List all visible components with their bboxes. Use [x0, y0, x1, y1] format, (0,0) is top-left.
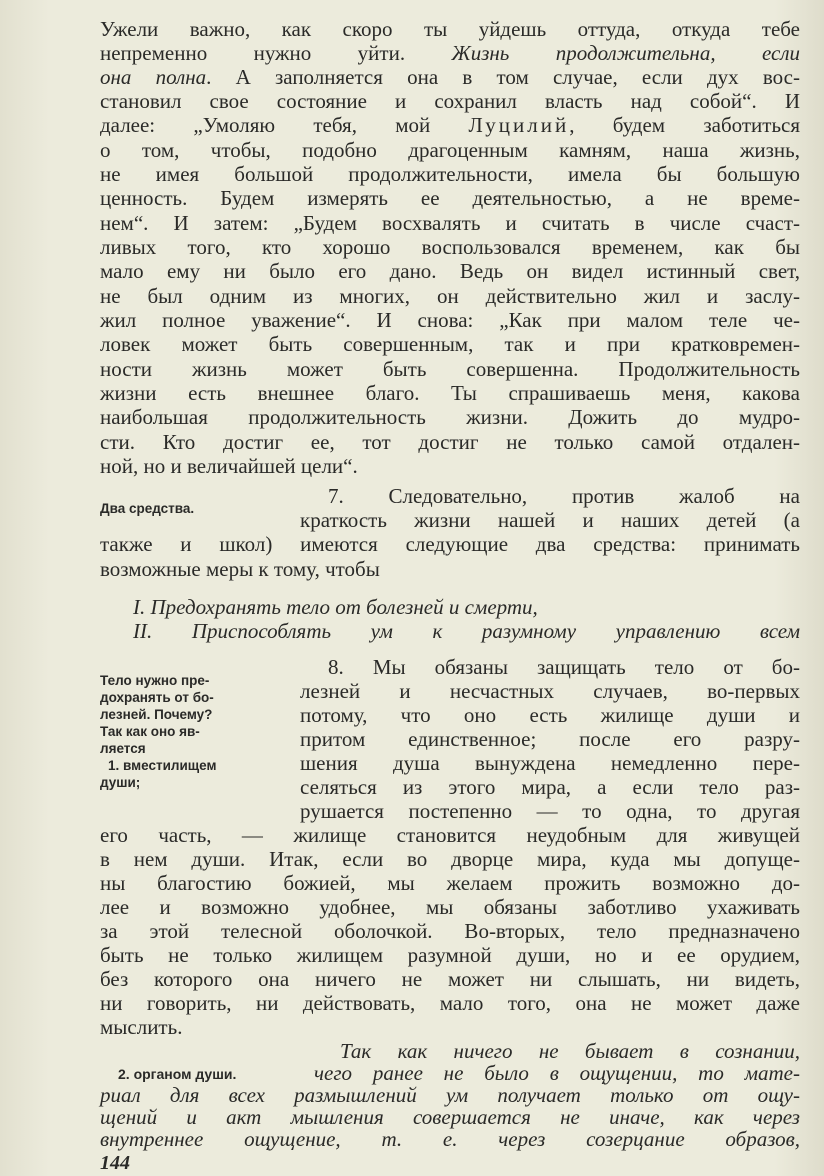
text-line: ни говорить, ни действовать, мало того, она не может даже — [100, 991, 800, 1015]
text-line: в нем души. Итак, если во дворце мира, куда мы допуще- — [100, 847, 800, 871]
text-line: также и школ) имеются следующие два средства: принимать — [100, 532, 800, 556]
italic-run: она полна — [100, 65, 207, 89]
text-line: наибольшая продолжительность жизни. Дожить до мудро- — [100, 405, 800, 429]
italic-line: риал для всех размышлений ум получает только от ощу- — [100, 1083, 800, 1107]
margin-note-line: Так как оно яв- — [100, 724, 200, 739]
text-line: за этой телесной оболочкой. Во-вторых, тело предназначено — [100, 919, 800, 943]
text-line: быть не только жилищем разумной души, но и ее орудием, — [100, 943, 800, 967]
margin-note: 2. органом души. — [118, 1066, 237, 1082]
page-number: 144 — [100, 1152, 130, 1174]
text-line: притом единственное; после его разру- — [300, 727, 800, 751]
text-line — [100, 113, 800, 137]
text-line: не имея большой продолжительности, имела бы большую — [100, 162, 800, 186]
text-line: шения душа вынуждена немедленно пере- — [300, 751, 800, 775]
text-line: о том, чтобы, подобно драгоценным камням, наша жизнь, — [100, 138, 800, 162]
text-line: мыслить. — [100, 1015, 183, 1039]
margin-note-line: ляется — [100, 741, 146, 756]
text-line: Ужели важно, как скоро ты уйдешь оттуда, откуда тебе — [100, 17, 800, 41]
text-line: жил полное уважение“. И снова: „Как при малом теле че- — [100, 308, 800, 332]
margin-note-line: души; — [100, 775, 141, 790]
text-line: ности жизнь может быть совершенна. Продолжительность — [100, 357, 800, 381]
list-item: II. Приспособлять ум к разумному управлению всем — [133, 619, 800, 643]
text-line: лее и возможно удобнее, мы обязаны заботливо ухаживать — [100, 895, 800, 919]
margin-note-line: лезней. Почему? — [100, 707, 213, 722]
text-line: 7. Следовательно, против жалоб на — [328, 484, 800, 508]
text-line: возможные меры к тому, чтобы — [100, 557, 380, 581]
margin-note — [100, 672, 270, 791]
text-line: без которого она ничего не может ни слышать, ни видеть, — [100, 967, 800, 991]
italic-line: Так как ничего не бывает в сознании, — [340, 1039, 800, 1063]
text-line — [100, 41, 800, 65]
margin-note-line: 1. вместилищем — [108, 758, 217, 773]
text-run: , будем заботиться — [569, 113, 801, 137]
text-line: не был одним из многих, он действительно жил и заслу- — [100, 284, 800, 308]
text-line: рушается постепенно — то одна, то другая — [300, 799, 800, 823]
italic-line: щений и акт мышления совершается не иначе, как через — [100, 1105, 800, 1129]
text-line: жизни есть внешнее благо. Ты спрашиваешь меня, какова — [100, 381, 800, 405]
text-line: краткость жизни нашей и наших детей (а — [300, 508, 800, 532]
margin-note-line: Тело нужно пре- — [100, 673, 210, 688]
italic-line: внутреннее ощущение, т. е. через созерцание образов, — [100, 1127, 800, 1151]
italic-run: Жизнь продолжительна, если — [451, 41, 800, 65]
text-line: 8. Мы обязаны защищать тело от бо- — [328, 655, 800, 679]
text-line — [100, 65, 800, 89]
spaced-name: Луцилий — [468, 113, 570, 137]
list-item: I. Предохранять тело от болезней и смерти, — [133, 595, 538, 619]
text-line: становил свое состояние и сохранил власть над собой“. И — [100, 89, 800, 113]
text-line: ценность. Будем измерять ее деятельностью, а не време- — [100, 186, 800, 210]
text-line: лезней и несчастных случаев, во-первых — [300, 679, 800, 703]
margin-note-line: дохранять от бо- — [100, 690, 214, 705]
text-line: потому, что оно есть жилище души и — [300, 703, 800, 727]
text-line: нем“. И затем: „Будем восхвалять и считать в числе счаст- — [100, 211, 800, 235]
text-line: ловек может быть совершенным, так и при кратковремен- — [100, 332, 800, 356]
italic-line: чего ранее не было в ощущении, то мате- — [314, 1061, 800, 1085]
text-line: его часть, — жилище становится неудобным для живущей — [100, 823, 800, 847]
text-run: . А заполняется она в том случае, если дух вос- — [206, 65, 800, 89]
text-line: селяться из этого мира, а если тело раз- — [300, 775, 800, 799]
text-line: ной, но и величайшей цели“. — [100, 454, 358, 478]
text-line: ливых того, кто хорошо воспользовался временем, как бы — [100, 235, 800, 259]
text-line: мало ему ни было его дано. Ведь он видел истинный свет, — [100, 259, 800, 283]
text-run: далее: „Умоляю тебя, мой — [100, 113, 431, 137]
margin-note: Два средства. — [100, 501, 195, 516]
text-line: ны благостию божией, мы желаем прожить возможно до- — [100, 871, 800, 895]
text-run: непременно нужно уйти. — [100, 41, 406, 65]
text-line: сти. Кто достиг ее, тот достиг не только самой отдален- — [100, 430, 800, 454]
